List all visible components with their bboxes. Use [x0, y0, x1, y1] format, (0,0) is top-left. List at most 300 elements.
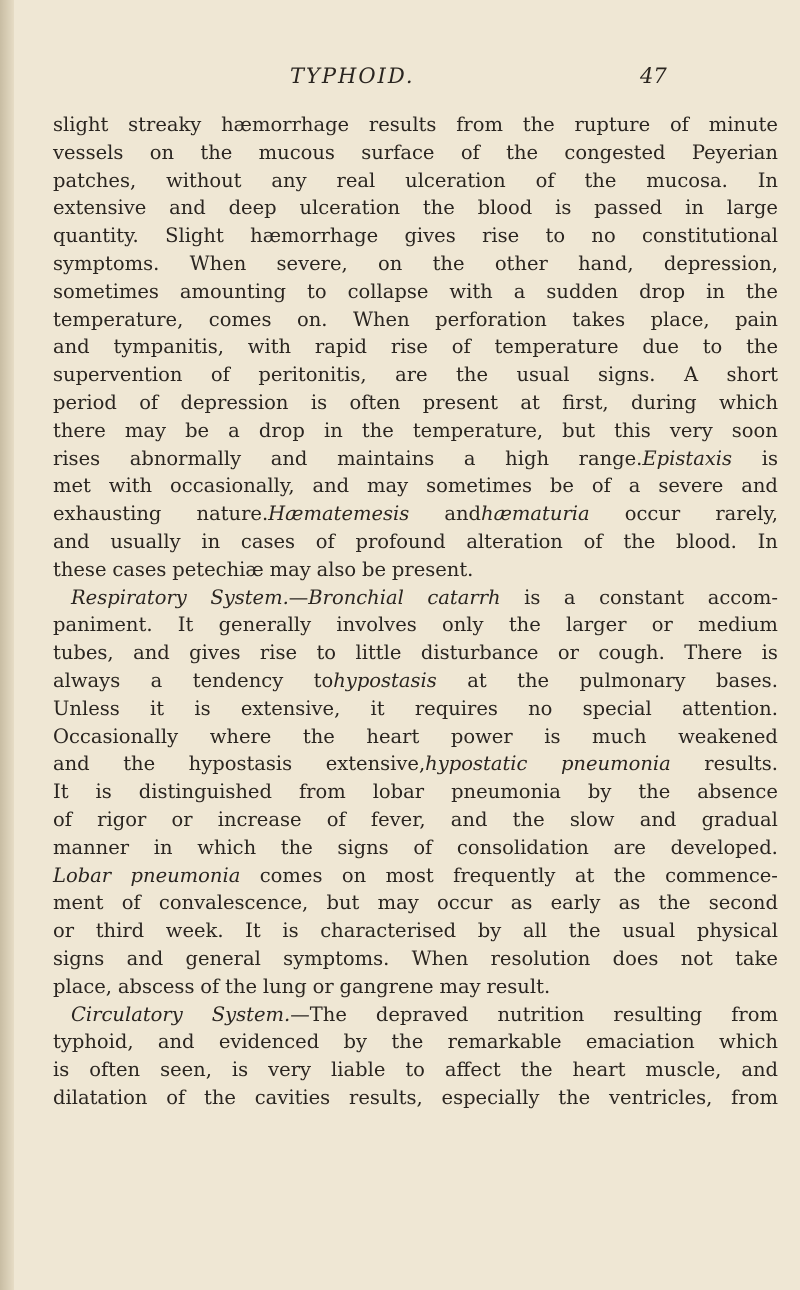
word: mucosa. [646, 168, 728, 192]
word: of [139, 390, 159, 414]
word: the [658, 891, 691, 915]
word: drop [258, 418, 305, 442]
word: quantity. [53, 224, 139, 248]
word: in [153, 835, 173, 859]
word: It [245, 919, 261, 943]
word: abnormally [129, 446, 242, 470]
word: frequently [453, 863, 556, 887]
word: constitutional [642, 224, 778, 248]
word: place, [650, 307, 710, 331]
text-line [53, 1056, 778, 1084]
text-line [53, 862, 778, 890]
word: the [204, 1085, 236, 1109]
word: and [312, 474, 350, 498]
word: the [584, 168, 617, 192]
word: where [209, 724, 272, 748]
text-line [53, 611, 778, 639]
word: most [385, 863, 434, 887]
word: drop [639, 279, 686, 303]
word: larger [566, 613, 627, 637]
text-line [53, 306, 778, 334]
word: accom- [707, 585, 778, 609]
word: It [177, 613, 194, 637]
word: Unless [53, 696, 120, 720]
word: developed. [670, 835, 778, 859]
text-line [53, 1028, 778, 1056]
word: rises [53, 446, 101, 470]
word: ulceration [299, 196, 401, 220]
italic-term: System. [211, 1002, 291, 1026]
word: all [522, 919, 548, 943]
word [71, 1001, 183, 1029]
word: results, [349, 1085, 423, 1109]
text-line [53, 528, 778, 556]
word: and [741, 474, 778, 498]
text-line [53, 723, 778, 751]
word: the [123, 752, 156, 776]
body-text [53, 111, 778, 1112]
word: second [708, 891, 778, 915]
word: System.—The [212, 1001, 347, 1029]
word: from [456, 113, 503, 136]
word: cough. [598, 641, 665, 665]
word: When [411, 946, 469, 970]
word: is [524, 585, 541, 609]
text-line [53, 194, 778, 222]
word: rigor [97, 807, 147, 831]
word: may [377, 891, 419, 915]
word: no [591, 224, 616, 248]
word: andhæmaturia [444, 500, 589, 528]
word: in [323, 418, 343, 442]
word: consolidation [456, 835, 589, 859]
word [71, 584, 187, 612]
word: is [95, 780, 112, 804]
word: especially [441, 1085, 540, 1109]
word: constant [599, 585, 685, 609]
word: and [169, 196, 206, 220]
word: may [439, 974, 481, 998]
word: or [557, 641, 579, 665]
word: and [639, 807, 677, 831]
page-number: 47 [640, 64, 667, 88]
italic-term: catarrh [427, 585, 501, 609]
word: characterised [320, 919, 457, 943]
word: the [422, 196, 455, 220]
word: a [628, 474, 641, 498]
word: petechiæ [172, 557, 264, 581]
word: of [591, 474, 611, 498]
word: gradual [701, 807, 778, 831]
text-line [53, 639, 778, 667]
word: blood. [675, 529, 737, 553]
text-line [53, 333, 778, 361]
word: often [89, 1058, 141, 1082]
word: of [583, 529, 603, 553]
word: peritonitis, [258, 363, 367, 387]
word: are [613, 835, 646, 859]
word: tohypostasis [314, 667, 437, 695]
word: it [150, 696, 165, 720]
word: with [449, 279, 493, 303]
word: early [550, 891, 601, 915]
word: a [463, 446, 476, 470]
word: affect [444, 1058, 501, 1082]
word: dilatation [53, 1085, 148, 1109]
word: signs [337, 835, 389, 859]
text-line [53, 417, 778, 445]
word: physical [696, 919, 778, 943]
word: temperature, [412, 418, 544, 442]
word: sometimes [426, 474, 532, 498]
word: period [53, 390, 117, 414]
word: to [307, 279, 327, 303]
word: cases [112, 557, 167, 581]
word: it [370, 696, 385, 720]
italic-term: System. [210, 585, 289, 609]
text-line [53, 834, 778, 862]
word: to [545, 224, 566, 248]
word: often [349, 390, 401, 414]
word: congested [564, 140, 666, 164]
word: A [683, 363, 699, 387]
word: When [189, 251, 247, 275]
word: cases [240, 529, 296, 553]
word: which [197, 835, 257, 859]
word: and [270, 446, 308, 470]
word: present. [391, 557, 474, 581]
word: also [316, 557, 357, 581]
word: is [544, 724, 561, 748]
word: in [685, 196, 704, 220]
word: rupture [574, 113, 651, 136]
text-line [53, 472, 778, 500]
word: generally [218, 613, 312, 637]
word: vessels [53, 140, 124, 164]
word: usual [622, 919, 676, 943]
word: much [592, 724, 647, 748]
word: result. [486, 974, 551, 998]
word: range.Epistaxis [579, 445, 732, 473]
word: amounting [179, 279, 286, 303]
word: severe [658, 474, 724, 498]
word: place, [53, 974, 113, 998]
text-line [53, 889, 778, 917]
word: ment [53, 891, 104, 915]
word: passed [594, 196, 663, 220]
word: and [53, 335, 90, 359]
word: blood [477, 196, 533, 220]
word: and [741, 1058, 778, 1082]
word: on [378, 251, 403, 275]
word: by [587, 780, 612, 804]
word: pulmonary [579, 668, 686, 692]
word: hæmorrhage [250, 224, 379, 248]
word: and [157, 1030, 195, 1054]
word: large [726, 196, 778, 220]
word: the [568, 919, 601, 943]
word: attention. [681, 696, 778, 720]
word: In [757, 529, 778, 553]
word: rapid [314, 335, 368, 359]
word: sometimes [53, 279, 159, 303]
page-header [0, 64, 800, 94]
word: only [442, 613, 484, 637]
word: nature.Hæmatemesis [197, 500, 410, 528]
word: profound [355, 529, 446, 553]
word: involves [336, 613, 417, 637]
word: are [395, 363, 428, 387]
word: is [231, 1058, 249, 1082]
word: of [200, 974, 220, 998]
word: no [528, 696, 553, 720]
word: In [757, 168, 778, 192]
word: resulting [613, 1002, 703, 1026]
word: of [413, 835, 433, 859]
word: surface [361, 140, 435, 164]
text-line [53, 139, 778, 167]
word: streaky [128, 113, 202, 136]
word: and [53, 752, 90, 776]
word: sudden [546, 279, 619, 303]
word: present [422, 390, 499, 414]
word: the [506, 140, 539, 164]
word: tubes, [53, 641, 114, 665]
word: from [298, 780, 346, 804]
word: met [53, 474, 91, 498]
italic-term: Bronchial [308, 585, 404, 609]
text-line [53, 222, 778, 250]
word: does [612, 946, 659, 970]
word: collapse [347, 279, 429, 303]
word: short [726, 363, 778, 387]
word [53, 862, 111, 890]
word [131, 862, 241, 890]
word: extensive [53, 196, 147, 220]
italic-term: hypostatic [425, 752, 528, 776]
word: hypostasis [188, 752, 293, 776]
italic-term: Epistaxis [642, 446, 733, 470]
word: by [343, 1030, 367, 1054]
word: nutrition [497, 1002, 585, 1026]
word: extensive,hypostatic [326, 750, 528, 778]
text-line [53, 778, 778, 806]
text-line [53, 750, 778, 778]
word: hæmorrhage [221, 113, 350, 136]
word: or [651, 613, 673, 637]
word: distinguished [138, 780, 272, 804]
word: or [53, 919, 75, 943]
word: is [53, 1058, 70, 1082]
word: in [706, 279, 725, 303]
text-line [53, 806, 778, 834]
word: of [669, 113, 689, 136]
word: of [326, 807, 346, 831]
word: be [185, 418, 210, 442]
word: be [362, 557, 387, 581]
word: results. [704, 752, 778, 776]
word: slight [53, 113, 109, 136]
word: disturbance [420, 641, 539, 665]
word: of [121, 891, 141, 915]
word: in [201, 529, 221, 553]
word: occasionally, [170, 474, 295, 498]
word: manner [53, 835, 130, 859]
word: cavities [254, 1085, 331, 1109]
word: heart [572, 1058, 626, 1082]
word: signs. [597, 363, 656, 387]
word: which [719, 390, 778, 414]
word: is [761, 641, 778, 665]
word: without [166, 168, 242, 192]
italic-term: pneumonia [130, 863, 241, 887]
word: the [280, 835, 313, 859]
word: is [761, 446, 778, 470]
word: weakened [678, 724, 778, 748]
word: as [618, 891, 641, 915]
word: absence [697, 780, 778, 804]
word: evidenced [218, 1030, 320, 1054]
word: remarkable [447, 1030, 562, 1054]
word: during [631, 390, 697, 414]
word: take [735, 946, 778, 970]
word: depression, [663, 251, 778, 275]
word: on [149, 140, 175, 164]
word: When [352, 307, 410, 331]
word: third [95, 919, 145, 943]
word: to [316, 641, 337, 665]
word: or [171, 807, 193, 831]
word: a [150, 668, 163, 692]
word: lobar [372, 780, 425, 804]
word: from [731, 1002, 778, 1026]
page-edge [0, 0, 14, 1290]
word: rise [259, 641, 298, 665]
word: deep [228, 196, 277, 220]
word: occur [624, 502, 681, 526]
word: gives [404, 224, 456, 248]
word: is [310, 390, 328, 414]
word: Occasionally [53, 724, 179, 748]
word: but [562, 418, 596, 442]
word: Slight [165, 224, 224, 248]
word: special [582, 696, 652, 720]
word: lung [262, 974, 307, 998]
word: results [368, 113, 437, 136]
text-line [53, 250, 778, 278]
word: supervention [53, 363, 183, 387]
word: the [517, 668, 550, 692]
text-line [53, 445, 778, 473]
word: gangrene [339, 974, 434, 998]
word: rarely, [715, 502, 778, 526]
word: general [185, 946, 261, 970]
word: resolution [490, 946, 591, 970]
word: which [719, 1030, 778, 1054]
word: mucous [258, 140, 335, 164]
italic-term: hypostasis [333, 668, 437, 692]
italic-term: Hæmatemesis [268, 502, 410, 526]
text-line [53, 667, 778, 695]
italic-term: Respiratory [71, 585, 187, 609]
word: and [53, 529, 90, 553]
word: liable [331, 1058, 386, 1082]
word: is [555, 196, 572, 220]
word: pain [735, 307, 778, 331]
word: rise [390, 335, 428, 359]
word: at [467, 668, 487, 692]
text-line [53, 695, 778, 723]
word: comes [259, 863, 323, 887]
word: fever, [370, 807, 426, 831]
text-line [53, 278, 778, 306]
word: the [746, 335, 778, 359]
running-title: TYPHOID. [290, 64, 415, 88]
word: usually [110, 529, 181, 553]
word: may [124, 418, 166, 442]
word: to [702, 335, 723, 359]
word: abscess [117, 974, 195, 998]
word: to [405, 1058, 425, 1082]
word: temperature, [53, 307, 184, 331]
word: the [361, 418, 394, 442]
word: the [302, 724, 335, 748]
word: There [684, 641, 743, 665]
word: very [669, 418, 713, 442]
word: signs [53, 946, 105, 970]
word: of [535, 168, 555, 192]
word: the [456, 363, 488, 387]
word: may [367, 474, 409, 498]
word: week. [165, 919, 224, 943]
word: a [513, 279, 526, 303]
word: other [494, 251, 548, 275]
text-line [53, 973, 778, 1001]
word: power [450, 724, 513, 748]
word: as [510, 891, 533, 915]
word: temperature [494, 335, 619, 359]
word: soon [731, 418, 778, 442]
word: rise [482, 224, 520, 248]
word: exhausting [53, 502, 162, 526]
text-line [53, 945, 778, 973]
text-line [53, 1084, 778, 1112]
word: the [638, 780, 671, 804]
text-line [53, 167, 778, 195]
word: first, [562, 390, 609, 414]
word: maintains [337, 446, 435, 470]
word: of [315, 529, 335, 553]
word: is [282, 919, 299, 943]
word: extensive, [240, 696, 341, 720]
word: perforation [435, 307, 547, 331]
word: be [549, 474, 574, 498]
text-line [53, 389, 778, 417]
word: always [53, 668, 121, 692]
word: the [200, 140, 233, 164]
word: minute [708, 113, 778, 136]
word: symptoms. [283, 946, 390, 970]
word: the [520, 1058, 553, 1082]
word: Peyerian [691, 140, 778, 164]
text-line [53, 500, 778, 528]
text-line [53, 1001, 778, 1029]
word: the [613, 863, 646, 887]
word: the [508, 613, 541, 637]
word: at [520, 390, 540, 414]
word: little [355, 641, 402, 665]
word: a [228, 418, 240, 442]
